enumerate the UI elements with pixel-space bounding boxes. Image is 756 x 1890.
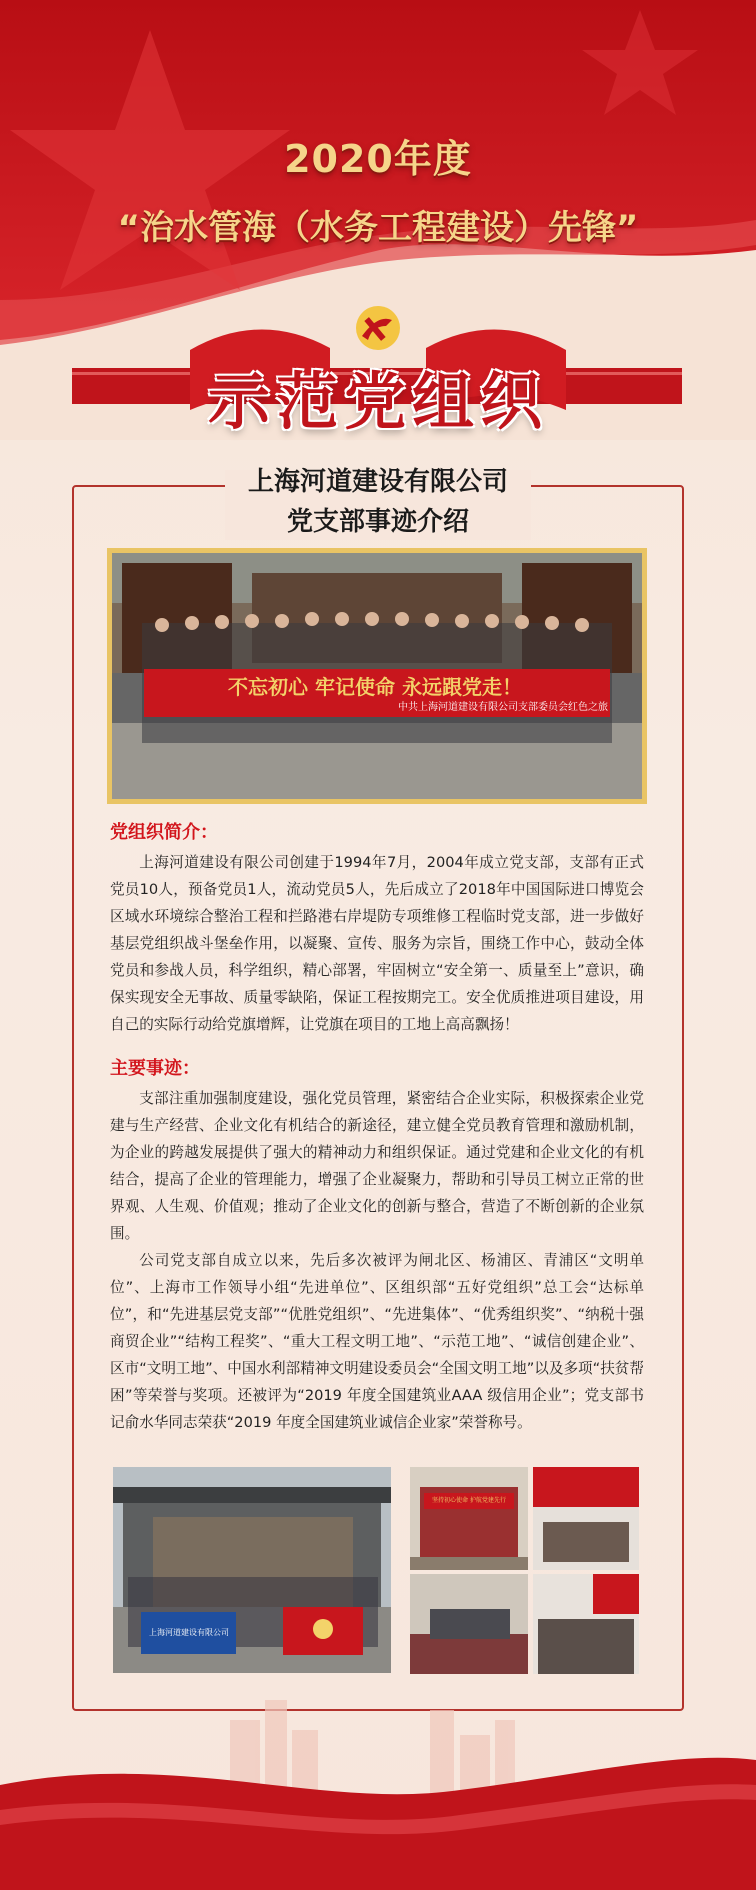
group-photo-banner-caption: 中共上海河道建设有限公司支部委员会红色之旅 (398, 702, 608, 713)
intro-paragraph: 上海河道建设有限公司创建于1994年7月，2004年成立党支部，支部有正式党员10人，预备党员1人，流动党员5人，先后成立了2018年中国国际进口博览会区域水环境综合整治工程和拦路港右岸堤防专项维修工程临时党支部，进一步做好基层党组织战斗堡垒作用，以凝聚、宣传、服务为宗旨，围绕工作中心，鼓动全体党员和参战人员，科学组织，精心部署，牢固树立“安全第一、质量至上”意识，确保实现安全无事故、质量零缺陷，保证工程按期完工。安全优质推进项目建设，用自己的实际行动给党旗增辉，让党旗在项目的工地上高高飘扬！ (110, 854, 644, 1033)
exhibition-photo (533, 1467, 639, 1570)
banner-title: 示范党组织 (207, 365, 548, 438)
company-name: 上海河道建设有限公司 (247, 467, 508, 497)
training-photo (410, 1574, 528, 1674)
year-title: 2020年度 (284, 137, 472, 181)
achievements-paragraph-2: 公司党支部自成立以来，先后多次被评为闸北区、杨浦区、青浦区“文明单位”、上海市工作领导小组“先进单位”、区组织部“五好党组织”总工会“达标单位”，和“先进基层党支部”“优胜党组织”、“先进集体”、“优秀组织奖”、“纳税十强商贸企业”“结构工程奖”、“重大工程文明工地”、“示范工地”、“诚信创建企业”、区市“文明工地”、中国水利部精神文明建设委员会“全国文明工地”以及多项“扶贫帮困”等荣誉与奖项。还被评为“2019 年度全国建筑业AAA 级信用企业”；党支部书记俞水华同志荣获“2019 年度全国建筑业诚信企业家”荣誉称号。 (110, 1252, 644, 1431)
meeting-room-photo (410, 1467, 528, 1570)
bottom-red-background (0, 1690, 756, 1890)
achievements-heading: 主要事迹： (110, 1058, 200, 1079)
achievements-paragraph-1: 支部注重加强制度建设，强化党员管理，紧密结合企业实际，积极探索企业党建与生产经营、企业文化有机结合的新途径，建立健全党员教育管理和激励机制，为企业的跨越发展提供了强大的精神动力和组织保证。通过党建和企业文化的有机结合，提高了企业的管理能力，增强了企业凝聚力，帮助和引导员工树立正常的世界观、人生观、价值观；推动了企业文化的创新与整合，营造了不断创新的企业氛围。 (110, 1090, 644, 1242)
company-flag-text: 上海河道建设有限公司 (149, 1628, 229, 1637)
building-group-photo (113, 1467, 391, 1673)
page-subtitle: 党支部事迹介绍 (286, 507, 469, 537)
group-photo-banner-text: 不忘初心 牢记使命 永远跟党走！ (228, 675, 522, 699)
intro-heading: 党组织简介： (110, 822, 218, 843)
group-photo (107, 548, 647, 804)
theme-title: “治水管海（水务工程建设）先锋” (117, 208, 639, 248)
party-emblem-icon (356, 306, 400, 350)
seminar-photo (533, 1574, 639, 1674)
meeting-room-banner-text: 坚持初心使命 护航党建先行 (432, 1497, 506, 1504)
